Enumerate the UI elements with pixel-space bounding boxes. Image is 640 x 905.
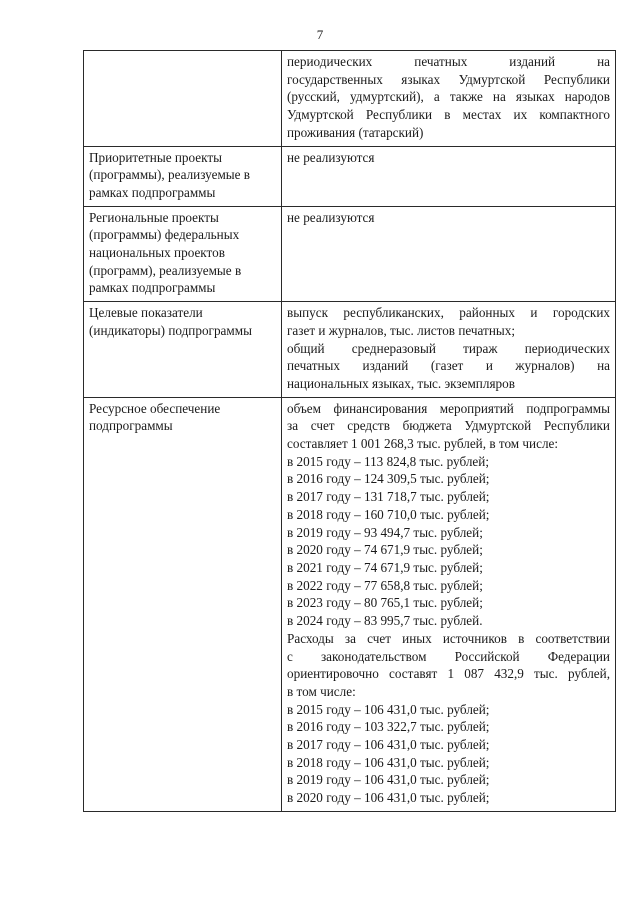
row-content-line: Удмуртской Республики в местах их компактного bbox=[287, 107, 610, 123]
row-content-line: в 2024 году – 83 995,7 тыс. рублей. bbox=[287, 613, 483, 629]
row-content-cell bbox=[282, 51, 616, 147]
row-label-cell bbox=[84, 146, 282, 206]
table-row bbox=[84, 397, 616, 811]
row-label-line: национальных проектов bbox=[89, 245, 225, 261]
row-content-line: (русский, удмуртский), а также на языках народов bbox=[287, 89, 610, 105]
row-content-line: в 2018 году – 160 710,0 тыс. рублей; bbox=[287, 506, 490, 522]
row-content-line: в 2017 году – 131 718,7 тыс. рублей; bbox=[287, 489, 490, 505]
row-content-cell bbox=[282, 146, 616, 206]
table-row bbox=[84, 51, 616, 147]
row-content-line: объем финансирования мероприятий подпрограммы bbox=[287, 400, 610, 416]
row-label-line: (программы), реализуемые в bbox=[89, 167, 251, 183]
row-content-line: не реализуются bbox=[287, 209, 375, 225]
row-content-line: общий среднеразовый тираж периодических bbox=[287, 340, 610, 356]
row-label-line: Ресурсное обеспечение bbox=[89, 400, 221, 416]
row-label-line: Приоритетные проекты bbox=[89, 149, 222, 165]
row-content-line: не реализуются bbox=[287, 149, 375, 165]
row-content-line: государственных языках Удмуртской Республики bbox=[287, 71, 610, 87]
row-content-line: в 2018 году – 106 431,0 тыс. рублей; bbox=[287, 754, 490, 770]
table-row bbox=[84, 302, 616, 398]
row-label-line: (программы) федеральных bbox=[89, 227, 240, 243]
subprogram-passport-table bbox=[83, 50, 616, 812]
row-content-line: национальных языках, тыс. экземпляров bbox=[287, 375, 515, 391]
row-content-cell bbox=[282, 397, 616, 811]
row-label-line: рамках подпрограммы bbox=[89, 280, 216, 296]
page-number: 7 bbox=[316, 27, 324, 42]
row-content-line: газет и журналов, тыс. листов печатных; bbox=[287, 322, 515, 338]
row-content-line: с законодательством Российской Федерации bbox=[287, 648, 610, 664]
row-content-line: Расходы за счет иных источников в соответствии bbox=[287, 630, 610, 646]
table-body bbox=[84, 51, 616, 812]
row-label-line: Региональные проекты bbox=[89, 209, 219, 225]
row-content-line: в 2023 году – 80 765,1 тыс. рублей; bbox=[287, 595, 483, 611]
row-content-line: в том числе: bbox=[287, 683, 356, 699]
row-label-line: подпрограммы bbox=[89, 418, 173, 434]
row-label-line: (программ), реализуемые в bbox=[89, 262, 242, 278]
row-content-line: в 2020 году – 74 671,9 тыс. рублей; bbox=[287, 542, 483, 558]
row-content-line: в 2021 году – 74 671,9 тыс. рублей; bbox=[287, 559, 483, 575]
row-label-cell bbox=[84, 206, 282, 302]
row-content-line: выпуск республиканских, районных и городских bbox=[287, 305, 610, 321]
row-content-line: составляет 1 001 268,3 тыс. рублей, в том числе: bbox=[287, 436, 559, 452]
row-content-cell bbox=[282, 302, 616, 398]
row-content-line: ориентировочно составят 1 087 432,9 тыс. рублей, bbox=[287, 666, 610, 682]
row-content-line: в 2015 году – 113 824,8 тыс. рублей; bbox=[287, 453, 489, 469]
row-content-line: в 2019 году – 106 431,0 тыс. рублей; bbox=[287, 772, 490, 788]
table-row bbox=[84, 206, 616, 302]
row-content-line: периодических печатных изданий на bbox=[287, 54, 610, 69]
row-content-line: в 2017 году – 106 431,0 тыс. рублей; bbox=[287, 737, 490, 753]
row-label-cell bbox=[84, 302, 282, 398]
table-row bbox=[84, 146, 616, 206]
row-content-line: в 2016 году – 124 309,5 тыс. рублей; bbox=[287, 471, 490, 487]
row-label-line: Целевые показатели bbox=[89, 305, 203, 321]
row-content-line: проживания (татарский) bbox=[287, 124, 424, 140]
row-content-line: в 2016 году – 103 322,7 тыс. рублей; bbox=[287, 719, 490, 735]
row-content-line: в 2022 году – 77 658,8 тыс. рублей; bbox=[287, 577, 483, 593]
row-content-line: в 2020 году – 106 431,0 тыс. рублей; bbox=[287, 790, 490, 806]
row-content-line: в 2015 году – 106 431,0 тыс. рублей; bbox=[287, 701, 490, 717]
row-content-cell bbox=[282, 206, 616, 302]
row-label-cell bbox=[84, 397, 282, 811]
row-content-line: за счет средств бюджета Удмуртской Республики bbox=[287, 418, 610, 434]
row-label-line: рамках подпрограммы bbox=[89, 184, 216, 200]
row-content-line: печатных изданий (газет и журналов) на bbox=[287, 358, 610, 374]
row-label-line: (индикаторы) подпрограммы bbox=[89, 322, 252, 338]
row-label-cell bbox=[84, 51, 282, 147]
row-content-line: в 2019 году – 93 494,7 тыс. рублей; bbox=[287, 524, 483, 540]
